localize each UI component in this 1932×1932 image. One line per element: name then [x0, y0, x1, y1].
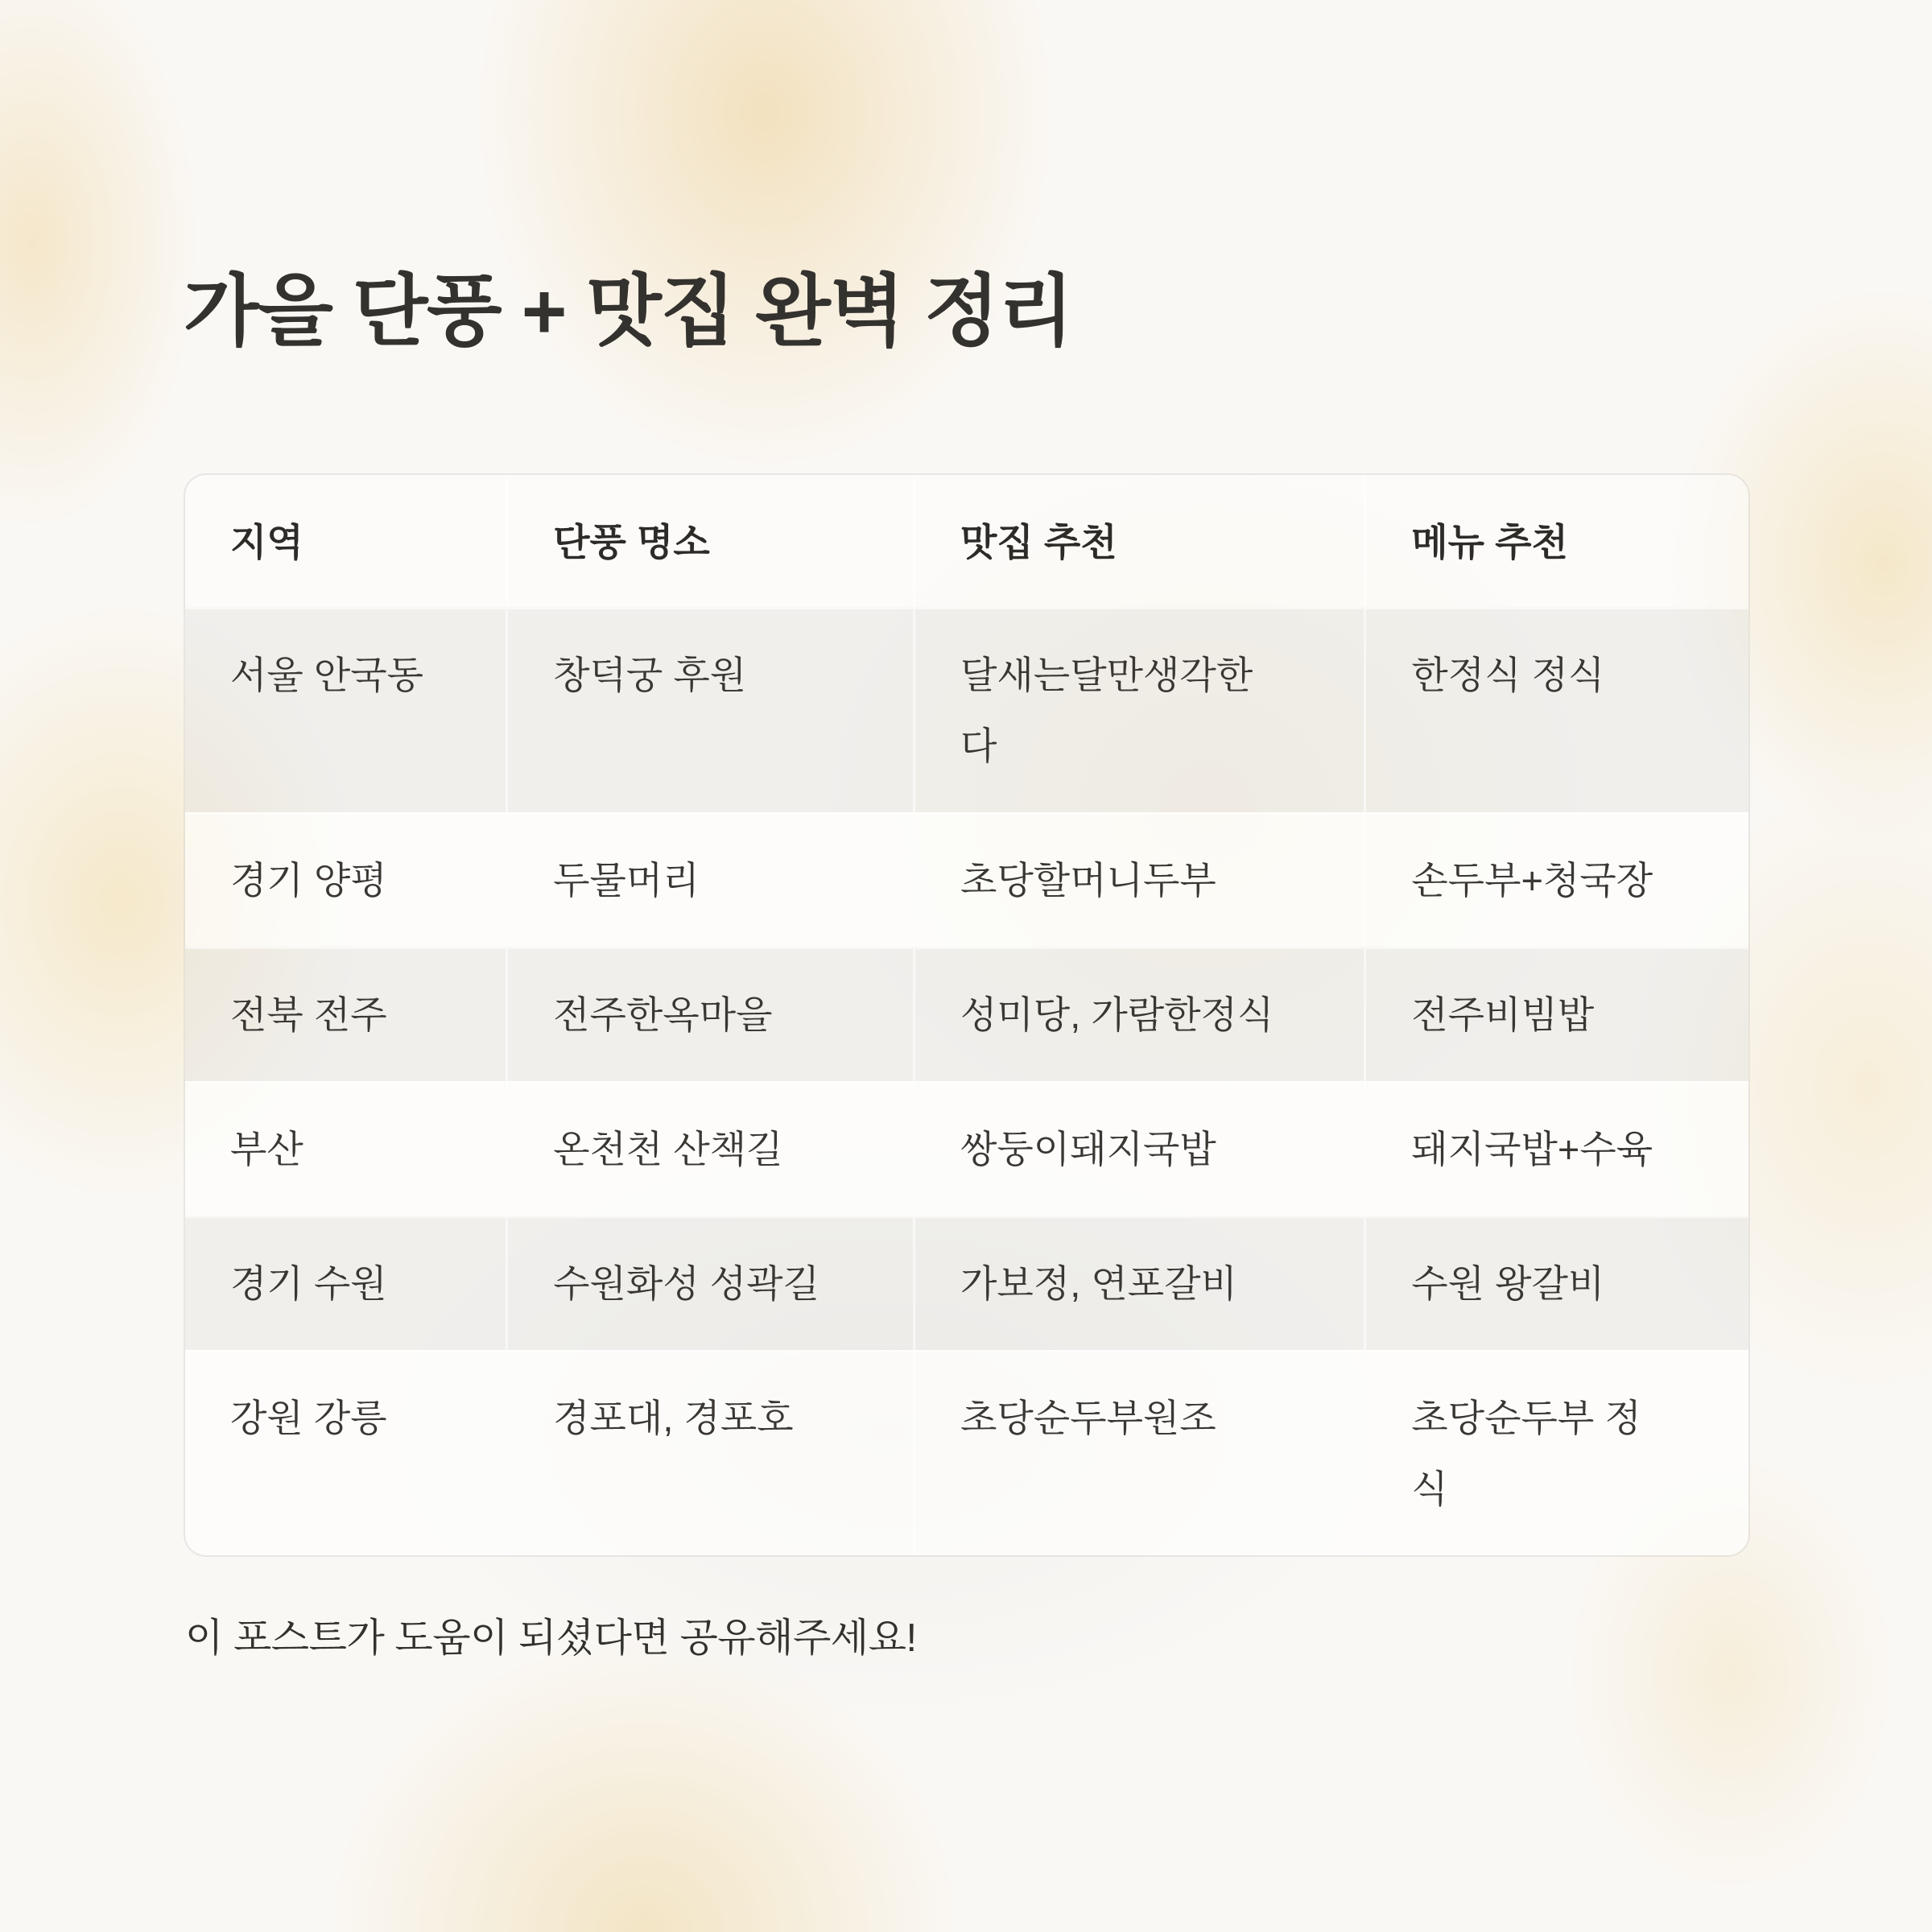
cell-foliage-spot: 창덕궁 후원 [506, 607, 913, 812]
cell-foliage-spot: 전주한옥마을 [506, 947, 913, 1081]
column-header-region: 지역 [230, 521, 303, 564]
table-row [185, 1216, 1748, 1350]
cell-region: 전북 전주 [185, 947, 506, 1081]
cell-region: 경기 양평 [185, 812, 506, 947]
foliage-food-table [185, 475, 1748, 1555]
cell-restaurant: 초당할머니두부 [913, 812, 1364, 947]
table-row [185, 812, 1748, 947]
cell-menu: 초당순두부 정식 [1364, 1350, 1748, 1555]
cell-region: 부산 [185, 1081, 506, 1216]
cell-foliage-spot: 경포대, 경포호 [506, 1350, 913, 1555]
cell-menu: 전주비빔밥 [1364, 947, 1748, 1081]
cell-region: 서울 안국동 [185, 607, 506, 812]
cell-menu: 돼지국밥+수육 [1364, 1081, 1748, 1216]
table-row [185, 607, 1748, 812]
cell-restaurant: 쌍둥이돼지국밥 [913, 1081, 1364, 1216]
table-row [185, 1081, 1748, 1216]
cell-foliage-spot: 수원화성 성곽길 [506, 1216, 913, 1350]
cell-menu: 손두부+청국장 [1364, 812, 1748, 947]
cell-restaurant: 달새는달만생각한다 [913, 607, 1364, 812]
cell-menu: 한정식 정식 [1364, 607, 1748, 812]
page-title: 가을 단풍 + 맛집 완벽 정리 [184, 267, 1073, 355]
cell-foliage-spot: 온천천 산책길 [506, 1081, 913, 1216]
cell-region: 강원 강릉 [185, 1350, 506, 1555]
table-card [184, 473, 1750, 1557]
column-header-menu: 메뉴 추천 [1364, 475, 1748, 607]
cell-restaurant: 가보정, 연포갈비 [913, 1216, 1364, 1350]
cell-region: 경기 수원 [185, 1216, 506, 1350]
table-row [185, 947, 1748, 1081]
footer-note: 이 포스트가 도움이 되셨다면 공유해주세요! [185, 1616, 917, 1660]
cell-menu: 수원 왕갈비 [1364, 1216, 1748, 1350]
cell-foliage-spot: 두물머리 [506, 812, 913, 947]
column-header-restaurant: 맛집 추천 [913, 475, 1364, 607]
column-header-foliage-spot: 단풍 명소 [506, 475, 913, 607]
cell-restaurant: 성미당, 가람한정식 [913, 947, 1364, 1081]
cell-restaurant: 초당순두부원조 [913, 1350, 1364, 1555]
table-row [185, 1350, 1748, 1555]
table-header-row [185, 475, 1748, 607]
